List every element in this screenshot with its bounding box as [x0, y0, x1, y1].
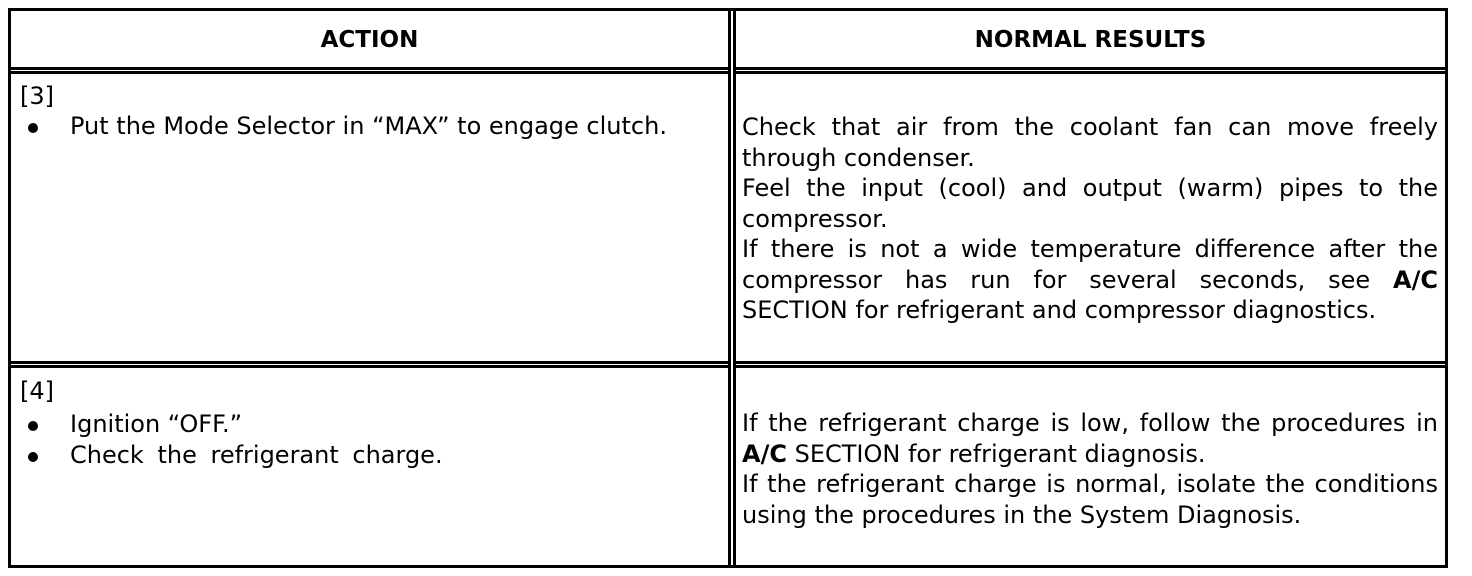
section-ref: A/C: [1393, 265, 1438, 294]
result-paragraph: [742, 234, 1438, 326]
bullet-icon: [28, 452, 38, 462]
action-text: Put the Mode Selector in “MAX” to engage clutch.: [70, 112, 667, 140]
result-cell: [742, 408, 1438, 530]
result-text: SECTION for refrigerant and compressor diagnostics.: [742, 296, 1377, 324]
header-normal-results: NORMAL RESULTS: [974, 27, 1207, 53]
header-action: ACTION: [320, 27, 419, 53]
step-label: [4]: [20, 377, 54, 405]
result-paragraph: Feel the input (cool) and output (warm) pipes to the compressor.: [742, 174, 1438, 233]
diagnostic-table: [8, 8, 1448, 568]
action-text: Check the refrigerant charge.: [70, 441, 443, 469]
result-paragraph: If the refrigerant charge is normal, isolate the conditions using the procedures in the System Diagnosis.: [742, 470, 1438, 529]
bullet-icon: [28, 421, 38, 431]
result-text: If there is not a wide temperature difference after the compressor has run for several seconds, see: [742, 235, 1438, 294]
result-text: SECTION for refrigerant diagnosis.: [794, 439, 1206, 468]
result-text: If the refrigerant charge is low, follow the procedures in: [742, 409, 1438, 437]
result-paragraph: [742, 408, 1438, 469]
result-cell: [742, 112, 1438, 326]
column-divider: [728, 11, 736, 565]
section-ref: A/C: [742, 439, 787, 468]
action-text: Ignition “OFF.”: [70, 410, 243, 438]
result-paragraph: Check that air from the coolant fan can move freely through condenser.: [742, 113, 1438, 172]
step-label: [3]: [20, 82, 54, 110]
bullet-icon: [28, 123, 38, 133]
